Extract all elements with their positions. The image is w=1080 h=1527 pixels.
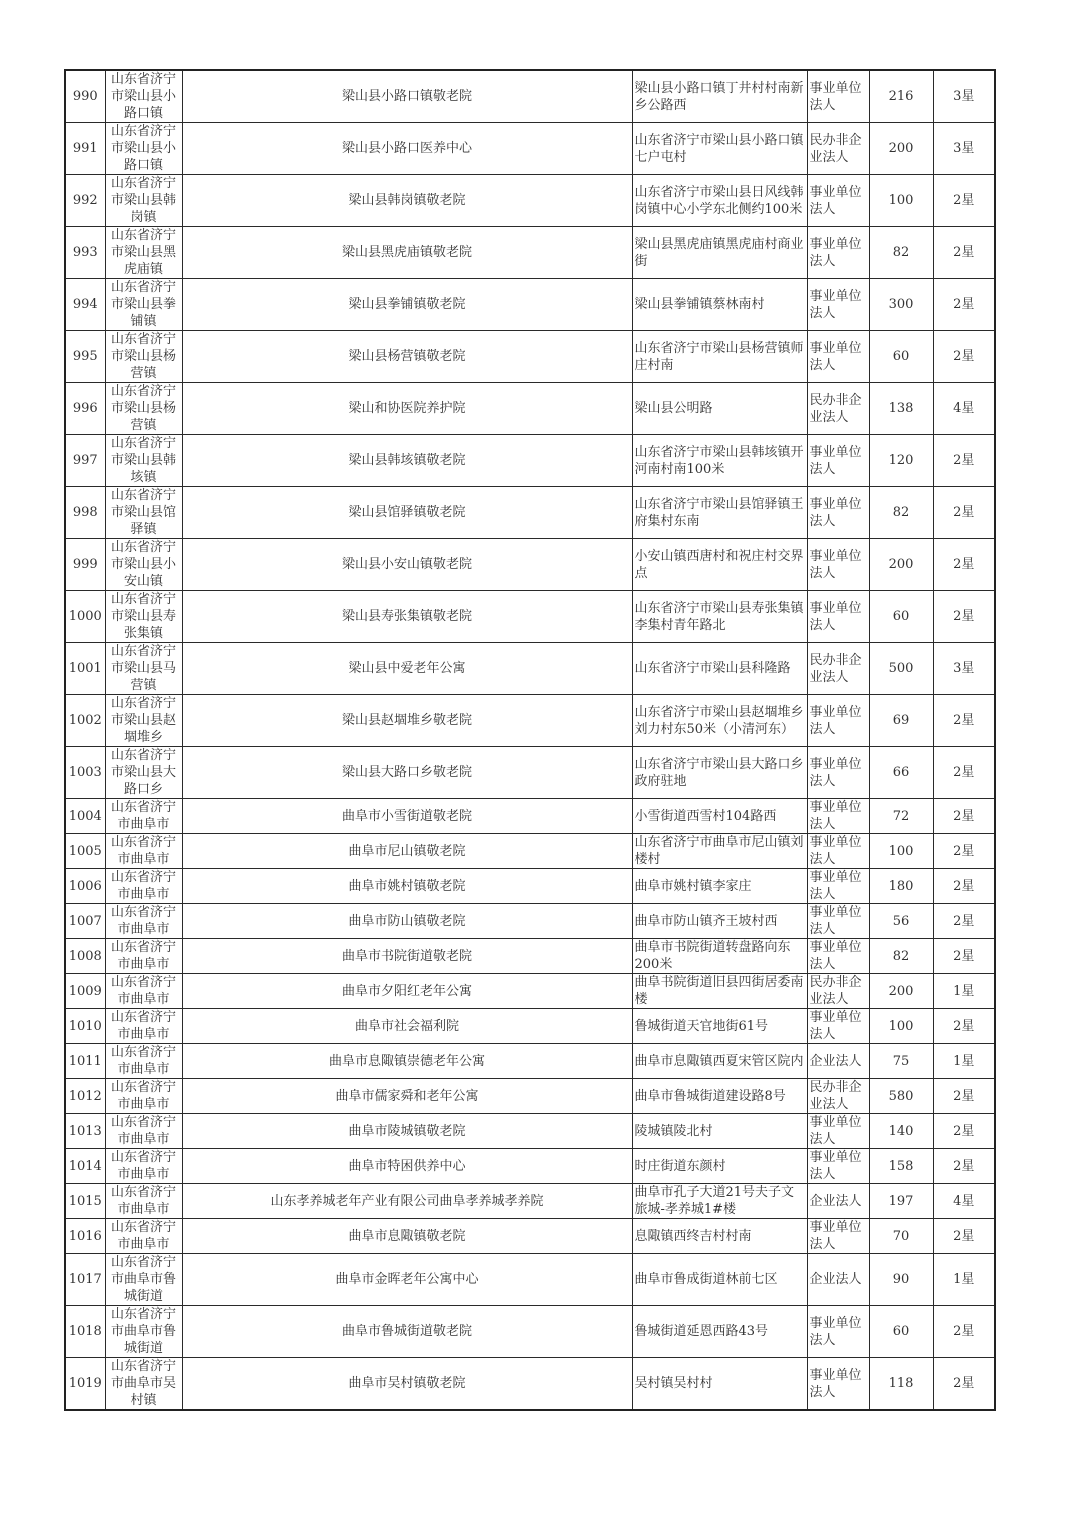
table-row xyxy=(65,591,995,643)
star-rating-cell: 2星 xyxy=(933,331,995,383)
table-row xyxy=(65,70,995,123)
institution-name-cell: 曲阜市息陬镇崇德老年公寓 xyxy=(182,1044,632,1079)
legal-entity-type-cell: 事业单位法人 xyxy=(807,1114,869,1149)
region-cell: 山东省济宁市梁山县寿张集镇 xyxy=(105,591,182,643)
row-number-cell: 1014 xyxy=(65,1149,105,1184)
row-number-cell: 1002 xyxy=(65,695,105,747)
bed-count-cell: 70 xyxy=(869,1219,933,1254)
institution-name-cell: 山东孝养城老年产业有限公司曲阜孝养城孝养院 xyxy=(182,1184,632,1219)
address-cell: 曲阜市姚村镇李家庄 xyxy=(632,869,807,904)
institution-name-cell: 曲阜市儒家舜和老年公寓 xyxy=(182,1079,632,1114)
row-number-cell: 1016 xyxy=(65,1219,105,1254)
star-rating-cell: 2星 xyxy=(933,695,995,747)
region-cell: 山东省济宁市梁山县杨营镇 xyxy=(105,331,182,383)
row-number-cell: 994 xyxy=(65,279,105,331)
region-cell: 山东省济宁市曲阜市 xyxy=(105,939,182,974)
legal-entity-type-cell: 事业单位法人 xyxy=(807,799,869,834)
table-row xyxy=(65,175,995,227)
institution-name-cell: 梁山县寿张集镇敬老院 xyxy=(182,591,632,643)
legal-entity-type-cell: 事业单位法人 xyxy=(807,435,869,487)
bed-count-cell: 200 xyxy=(869,539,933,591)
row-number-cell: 1012 xyxy=(65,1079,105,1114)
institution-name-cell: 曲阜市尼山镇敬老院 xyxy=(182,834,632,869)
region-cell: 山东省济宁市梁山县馆驿镇 xyxy=(105,487,182,539)
institution-name-cell: 曲阜市息陬镇敬老院 xyxy=(182,1219,632,1254)
region-cell: 山东省济宁市梁山县赵堌堆乡 xyxy=(105,695,182,747)
star-rating-cell: 2星 xyxy=(933,747,995,799)
region-cell: 山东省济宁市梁山县大路口乡 xyxy=(105,747,182,799)
legal-entity-type-cell: 民办非企业法人 xyxy=(807,383,869,435)
row-number-cell: 1013 xyxy=(65,1114,105,1149)
region-cell: 山东省济宁市曲阜市鲁城街道 xyxy=(105,1254,182,1306)
row-number-cell: 1000 xyxy=(65,591,105,643)
bed-count-cell: 140 xyxy=(869,1114,933,1149)
row-number-cell: 995 xyxy=(65,331,105,383)
table-row xyxy=(65,695,995,747)
bed-count-cell: 60 xyxy=(869,331,933,383)
institution-name-cell: 曲阜市姚村镇敬老院 xyxy=(182,869,632,904)
row-number-cell: 993 xyxy=(65,227,105,279)
bed-count-cell: 72 xyxy=(869,799,933,834)
bed-count-cell: 100 xyxy=(869,834,933,869)
institution-name-cell: 曲阜市金晖老年公寓中心 xyxy=(182,1254,632,1306)
institution-name-cell: 梁山县赵堌堆乡敬老院 xyxy=(182,695,632,747)
table-row xyxy=(65,747,995,799)
star-rating-cell: 2星 xyxy=(933,539,995,591)
bed-count-cell: 180 xyxy=(869,869,933,904)
row-number-cell: 1017 xyxy=(65,1254,105,1306)
address-cell: 小雪街道西雪村104路西 xyxy=(632,799,807,834)
address-cell: 小安山镇西唐村和祝庄村交界点 xyxy=(632,539,807,591)
address-cell: 曲阜市鲁城街道建设路8号 xyxy=(632,1079,807,1114)
row-number-cell: 1005 xyxy=(65,834,105,869)
institution-name-cell: 梁山县韩岗镇敬老院 xyxy=(182,175,632,227)
institution-name-cell: 梁山县中爱老年公寓 xyxy=(182,643,632,695)
legal-entity-type-cell: 企业法人 xyxy=(807,1184,869,1219)
region-cell: 山东省济宁市曲阜市 xyxy=(105,1114,182,1149)
star-rating-cell: 1星 xyxy=(933,974,995,1009)
address-cell: 鲁城街道天官地街61号 xyxy=(632,1009,807,1044)
bed-count-cell: 66 xyxy=(869,747,933,799)
row-number-cell: 1008 xyxy=(65,939,105,974)
star-rating-cell: 2星 xyxy=(933,1306,995,1358)
table-row xyxy=(65,834,995,869)
legal-entity-type-cell: 民办非企业法人 xyxy=(807,974,869,1009)
star-rating-cell: 2星 xyxy=(933,227,995,279)
address-cell: 曲阜书院街道旧县四街居委南楼 xyxy=(632,974,807,1009)
region-cell: 山东省济宁市梁山县黑虎庙镇 xyxy=(105,227,182,279)
legal-entity-type-cell: 事业单位法人 xyxy=(807,904,869,939)
bed-count-cell: 138 xyxy=(869,383,933,435)
star-rating-cell: 2星 xyxy=(933,1009,995,1044)
star-rating-cell: 2星 xyxy=(933,939,995,974)
bed-count-cell: 82 xyxy=(869,227,933,279)
table-row xyxy=(65,1079,995,1114)
address-cell: 梁山县黑虎庙镇黑虎庙村商业街 xyxy=(632,227,807,279)
institution-name-cell: 梁山县黑虎庙镇敬老院 xyxy=(182,227,632,279)
table-row xyxy=(65,974,995,1009)
address-cell: 山东省济宁市梁山县小路口镇七户屯村 xyxy=(632,123,807,175)
institution-name-cell: 梁山县大路口乡敬老院 xyxy=(182,747,632,799)
region-cell: 山东省济宁市曲阜市 xyxy=(105,1079,182,1114)
legal-entity-type-cell: 事业单位法人 xyxy=(807,1306,869,1358)
legal-entity-type-cell: 事业单位法人 xyxy=(807,834,869,869)
legal-entity-type-cell: 事业单位法人 xyxy=(807,70,869,123)
region-cell: 山东省济宁市梁山县小路口镇 xyxy=(105,70,182,123)
region-cell: 山东省济宁市曲阜市 xyxy=(105,904,182,939)
star-rating-cell: 2星 xyxy=(933,904,995,939)
bed-count-cell: 56 xyxy=(869,904,933,939)
address-cell: 梁山县拳铺镇蔡林南村 xyxy=(632,279,807,331)
legal-entity-type-cell: 事业单位法人 xyxy=(807,1358,869,1411)
row-number-cell: 992 xyxy=(65,175,105,227)
table-row xyxy=(65,1149,995,1184)
legal-entity-type-cell: 事业单位法人 xyxy=(807,1009,869,1044)
star-rating-cell: 3星 xyxy=(933,123,995,175)
star-rating-cell: 3星 xyxy=(933,643,995,695)
row-number-cell: 1006 xyxy=(65,869,105,904)
row-number-cell: 1019 xyxy=(65,1358,105,1411)
star-rating-cell: 2星 xyxy=(933,1149,995,1184)
institution-name-cell: 梁山县小路口镇敬老院 xyxy=(182,70,632,123)
institution-name-cell: 曲阜市书院街道敬老院 xyxy=(182,939,632,974)
table-row xyxy=(65,1254,995,1306)
row-number-cell: 1007 xyxy=(65,904,105,939)
star-rating-cell: 2星 xyxy=(933,1114,995,1149)
institution-name-cell: 曲阜市鲁城街道敬老院 xyxy=(182,1306,632,1358)
institution-name-cell: 梁山县馆驿镇敬老院 xyxy=(182,487,632,539)
star-rating-cell: 2星 xyxy=(933,1219,995,1254)
legal-entity-type-cell: 事业单位法人 xyxy=(807,591,869,643)
table-row xyxy=(65,1184,995,1219)
institution-name-cell: 曲阜市陵城镇敬老院 xyxy=(182,1114,632,1149)
address-cell: 曲阜市防山镇齐王坡村西 xyxy=(632,904,807,939)
bed-count-cell: 82 xyxy=(869,939,933,974)
bed-count-cell: 216 xyxy=(869,70,933,123)
bed-count-cell: 197 xyxy=(869,1184,933,1219)
address-cell: 山东省济宁市梁山县寿张集镇李集村青年路北 xyxy=(632,591,807,643)
legal-entity-type-cell: 事业单位法人 xyxy=(807,175,869,227)
legal-entity-type-cell: 民办非企业法人 xyxy=(807,1079,869,1114)
institution-name-cell: 曲阜市吴村镇敬老院 xyxy=(182,1358,632,1411)
legal-entity-type-cell: 事业单位法人 xyxy=(807,1219,869,1254)
institution-name-cell: 梁山县拳铺镇敬老院 xyxy=(182,279,632,331)
star-rating-cell: 4星 xyxy=(933,1184,995,1219)
legal-entity-type-cell: 事业单位法人 xyxy=(807,747,869,799)
address-cell: 曲阜市息陬镇西夏宋管区院内 xyxy=(632,1044,807,1079)
table-row xyxy=(65,539,995,591)
table-row xyxy=(65,799,995,834)
region-cell: 山东省济宁市梁山县韩岗镇 xyxy=(105,175,182,227)
table-row xyxy=(65,279,995,331)
table-body xyxy=(65,70,995,1410)
legal-entity-type-cell: 事业单位法人 xyxy=(807,227,869,279)
region-cell: 山东省济宁市曲阜市 xyxy=(105,1044,182,1079)
row-number-cell: 997 xyxy=(65,435,105,487)
table-row xyxy=(65,1219,995,1254)
region-cell: 山东省济宁市曲阜市 xyxy=(105,974,182,1009)
legal-entity-type-cell: 事业单位法人 xyxy=(807,279,869,331)
address-cell: 山东省济宁市梁山县日风线韩岗镇中心小学东北侧约100米 xyxy=(632,175,807,227)
address-cell: 息陬镇西终吉村村南 xyxy=(632,1219,807,1254)
star-rating-cell: 3星 xyxy=(933,70,995,123)
star-rating-cell: 2星 xyxy=(933,834,995,869)
bed-count-cell: 100 xyxy=(869,175,933,227)
address-cell: 梁山县公明路 xyxy=(632,383,807,435)
address-cell: 吴村镇吴村村 xyxy=(632,1358,807,1411)
legal-entity-type-cell: 民办非企业法人 xyxy=(807,123,869,175)
row-number-cell: 991 xyxy=(65,123,105,175)
table-row xyxy=(65,1358,995,1411)
region-cell: 山东省济宁市梁山县韩垓镇 xyxy=(105,435,182,487)
star-rating-cell: 2星 xyxy=(933,869,995,904)
star-rating-cell: 2星 xyxy=(933,435,995,487)
bed-count-cell: 69 xyxy=(869,695,933,747)
bed-count-cell: 60 xyxy=(869,591,933,643)
row-number-cell: 999 xyxy=(65,539,105,591)
legal-entity-type-cell: 民办非企业法人 xyxy=(807,643,869,695)
legal-entity-type-cell: 事业单位法人 xyxy=(807,869,869,904)
region-cell: 山东省济宁市梁山县小路口镇 xyxy=(105,123,182,175)
region-cell: 山东省济宁市曲阜市 xyxy=(105,1184,182,1219)
bed-count-cell: 118 xyxy=(869,1358,933,1411)
bed-count-cell: 300 xyxy=(869,279,933,331)
legal-entity-type-cell: 事业单位法人 xyxy=(807,487,869,539)
region-cell: 山东省济宁市梁山县拳铺镇 xyxy=(105,279,182,331)
address-cell: 山东省济宁市梁山县韩垓镇开河南村南100米 xyxy=(632,435,807,487)
row-number-cell: 1003 xyxy=(65,747,105,799)
address-cell: 山东省济宁市梁山县赵堌堆乡刘力村东50米（小清河东） xyxy=(632,695,807,747)
table-row xyxy=(65,643,995,695)
row-number-cell: 1001 xyxy=(65,643,105,695)
institution-name-cell: 梁山和协医院养护院 xyxy=(182,383,632,435)
address-cell: 山东省济宁市曲阜市尼山镇刘楼村 xyxy=(632,834,807,869)
region-cell: 山东省济宁市曲阜市 xyxy=(105,1149,182,1184)
table-row xyxy=(65,487,995,539)
star-rating-cell: 2星 xyxy=(933,487,995,539)
region-cell: 山东省济宁市曲阜市 xyxy=(105,834,182,869)
row-number-cell: 1010 xyxy=(65,1009,105,1044)
address-cell: 鲁城街道延恩西路43号 xyxy=(632,1306,807,1358)
institution-name-cell: 曲阜市夕阳红老年公寓 xyxy=(182,974,632,1009)
table-row xyxy=(65,383,995,435)
bed-count-cell: 82 xyxy=(869,487,933,539)
row-number-cell: 996 xyxy=(65,383,105,435)
row-number-cell: 1004 xyxy=(65,799,105,834)
table-row xyxy=(65,331,995,383)
region-cell: 山东省济宁市梁山县马营镇 xyxy=(105,643,182,695)
table-row xyxy=(65,1306,995,1358)
bed-count-cell: 158 xyxy=(869,1149,933,1184)
row-number-cell: 990 xyxy=(65,70,105,123)
star-rating-cell: 2星 xyxy=(933,175,995,227)
legal-entity-type-cell: 事业单位法人 xyxy=(807,695,869,747)
region-cell: 山东省济宁市梁山县小安山镇 xyxy=(105,539,182,591)
table-row xyxy=(65,1044,995,1079)
table-row xyxy=(65,939,995,974)
institution-name-cell: 梁山县小路口医养中心 xyxy=(182,123,632,175)
table-row xyxy=(65,904,995,939)
star-rating-cell: 2星 xyxy=(933,591,995,643)
address-cell: 山东省济宁市梁山县大路口乡政府驻地 xyxy=(632,747,807,799)
bed-count-cell: 200 xyxy=(869,974,933,1009)
address-cell: 山东省济宁市梁山县馆驿镇王府集村东南 xyxy=(632,487,807,539)
bed-count-cell: 60 xyxy=(869,1306,933,1358)
legal-entity-type-cell: 企业法人 xyxy=(807,1254,869,1306)
legal-entity-type-cell: 事业单位法人 xyxy=(807,539,869,591)
bed-count-cell: 75 xyxy=(869,1044,933,1079)
region-cell: 山东省济宁市曲阜市鲁城街道 xyxy=(105,1306,182,1358)
address-cell: 时庄街道东颜村 xyxy=(632,1149,807,1184)
bed-count-cell: 90 xyxy=(869,1254,933,1306)
institution-name-cell: 曲阜市小雪街道敬老院 xyxy=(182,799,632,834)
star-rating-cell: 2星 xyxy=(933,1358,995,1411)
table-row xyxy=(65,1114,995,1149)
address-cell: 梁山县小路口镇丁井村村南新乡公路西 xyxy=(632,70,807,123)
institution-name-cell: 梁山县韩垓镇敬老院 xyxy=(182,435,632,487)
address-cell: 山东省济宁市梁山县科隆路 xyxy=(632,643,807,695)
region-cell: 山东省济宁市曲阜市吴村镇 xyxy=(105,1358,182,1411)
region-cell: 山东省济宁市曲阜市 xyxy=(105,799,182,834)
institution-name-cell: 梁山县杨营镇敬老院 xyxy=(182,331,632,383)
row-number-cell: 1011 xyxy=(65,1044,105,1079)
institution-name-cell: 梁山县小安山镇敬老院 xyxy=(182,539,632,591)
star-rating-cell: 2星 xyxy=(933,279,995,331)
bed-count-cell: 100 xyxy=(869,1009,933,1044)
institution-name-cell: 曲阜市防山镇敬老院 xyxy=(182,904,632,939)
region-cell: 山东省济宁市梁山县杨营镇 xyxy=(105,383,182,435)
bed-count-cell: 500 xyxy=(869,643,933,695)
table-row xyxy=(65,869,995,904)
star-rating-cell: 1星 xyxy=(933,1044,995,1079)
region-cell: 山东省济宁市曲阜市 xyxy=(105,1009,182,1044)
row-number-cell: 1009 xyxy=(65,974,105,1009)
elderly-care-institutions-table xyxy=(64,69,996,1411)
address-cell: 陵城镇陵北村 xyxy=(632,1114,807,1149)
star-rating-cell: 4星 xyxy=(933,383,995,435)
region-cell: 山东省济宁市曲阜市 xyxy=(105,1219,182,1254)
star-rating-cell: 1星 xyxy=(933,1254,995,1306)
legal-entity-type-cell: 事业单位法人 xyxy=(807,939,869,974)
address-cell: 山东省济宁市梁山县杨营镇师庄村南 xyxy=(632,331,807,383)
star-rating-cell: 2星 xyxy=(933,799,995,834)
row-number-cell: 1015 xyxy=(65,1184,105,1219)
table-row xyxy=(65,227,995,279)
table-row xyxy=(65,1009,995,1044)
bed-count-cell: 120 xyxy=(869,435,933,487)
legal-entity-type-cell: 企业法人 xyxy=(807,1044,869,1079)
table-row xyxy=(65,123,995,175)
address-cell: 曲阜市鲁成街道林前七区 xyxy=(632,1254,807,1306)
row-number-cell: 1018 xyxy=(65,1306,105,1358)
row-number-cell: 998 xyxy=(65,487,105,539)
legal-entity-type-cell: 事业单位法人 xyxy=(807,1149,869,1184)
table-row xyxy=(65,435,995,487)
bed-count-cell: 200 xyxy=(869,123,933,175)
address-cell: 曲阜市孔子大道21号夫子文旅城-孝养城1#楼 xyxy=(632,1184,807,1219)
legal-entity-type-cell: 事业单位法人 xyxy=(807,331,869,383)
star-rating-cell: 2星 xyxy=(933,1079,995,1114)
bed-count-cell: 580 xyxy=(869,1079,933,1114)
address-cell: 曲阜市书院街道转盘路向东200米 xyxy=(632,939,807,974)
institution-name-cell: 曲阜市特困供养中心 xyxy=(182,1149,632,1184)
institution-name-cell: 曲阜市社会福利院 xyxy=(182,1009,632,1044)
region-cell: 山东省济宁市曲阜市 xyxy=(105,869,182,904)
